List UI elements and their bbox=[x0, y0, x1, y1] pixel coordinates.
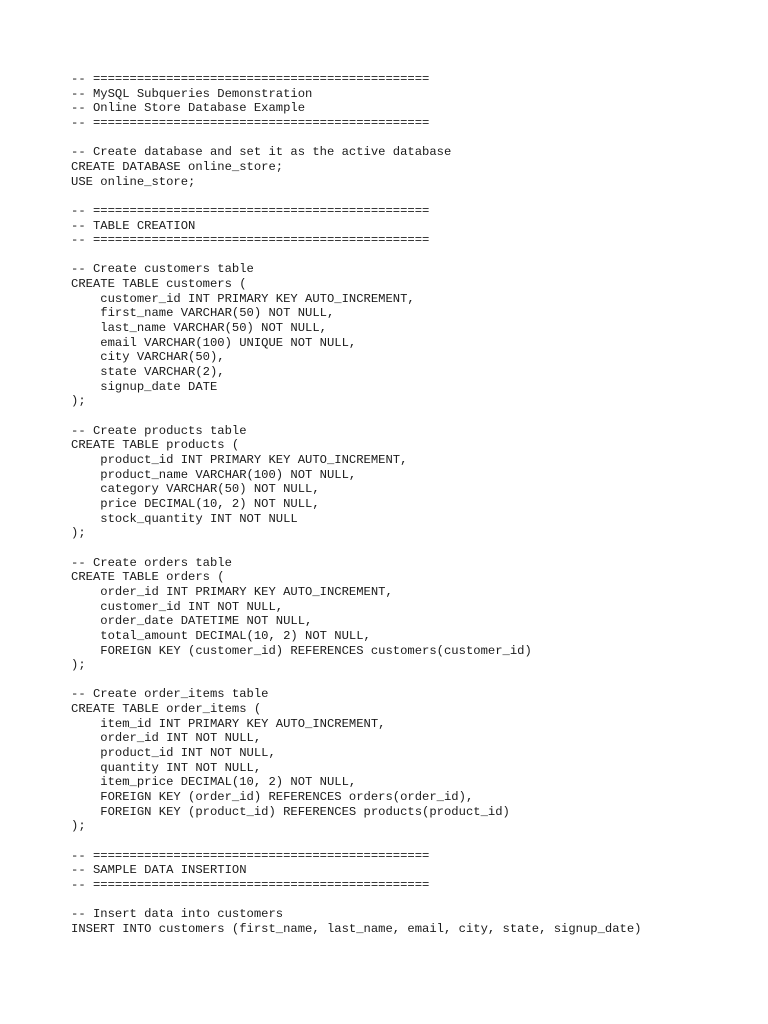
code-line: quantity INT NOT NULL, bbox=[71, 760, 262, 775]
code-line bbox=[71, 248, 641, 263]
code-line: CREATE TABLE order_items ( bbox=[71, 702, 262, 717]
code-line: customer_id INT NOT NULL, bbox=[71, 599, 284, 614]
code-line: ); bbox=[71, 526, 86, 541]
code-line: CREATE TABLE customers ( bbox=[71, 277, 247, 292]
code-line: order_date DATETIME NOT NULL, bbox=[71, 614, 313, 629]
code-line: city VARCHAR(50), bbox=[71, 350, 225, 365]
code-line: order_id INT NOT NULL, bbox=[71, 731, 262, 746]
code-line bbox=[71, 131, 641, 146]
code-line: ); bbox=[71, 394, 86, 409]
code-line: -- SAMPLE DATA INSERTION bbox=[71, 863, 247, 878]
code-line: -- ============================================== bbox=[71, 115, 430, 130]
code-line: -- Insert data into customers bbox=[71, 907, 284, 922]
code-line bbox=[71, 541, 641, 556]
code-line: FOREIGN KEY (order_id) REFERENCES orders(order_id), bbox=[71, 790, 474, 805]
sql-code-block bbox=[71, 72, 641, 937]
code-line bbox=[71, 893, 641, 908]
code-line: price DECIMAL(10, 2) NOT NULL, bbox=[71, 496, 320, 511]
code-line: ); bbox=[71, 819, 86, 834]
code-line: USE online_store; bbox=[71, 174, 196, 189]
code-line: order_id INT PRIMARY KEY AUTO_INCREMENT, bbox=[71, 584, 393, 599]
code-line: -- ============================================== bbox=[71, 203, 430, 218]
code-line: product_name VARCHAR(100) NOT NULL, bbox=[71, 467, 357, 482]
code-line: first_name VARCHAR(50) NOT NULL, bbox=[71, 306, 335, 321]
code-line: category VARCHAR(50) NOT NULL, bbox=[71, 482, 320, 497]
code-line bbox=[71, 189, 641, 204]
code-line: customer_id INT PRIMARY KEY AUTO_INCREMENT, bbox=[71, 291, 415, 306]
code-line: -- Online Store Database Example bbox=[71, 101, 306, 116]
code-line bbox=[71, 673, 641, 688]
code-line: CREATE TABLE products ( bbox=[71, 438, 240, 453]
code-line: state VARCHAR(2), bbox=[71, 365, 225, 380]
code-line: signup_date DATE bbox=[71, 379, 218, 394]
code-line: item_price DECIMAL(10, 2) NOT NULL, bbox=[71, 775, 357, 790]
code-line: item_id INT PRIMARY KEY AUTO_INCREMENT, bbox=[71, 716, 386, 731]
code-line: -- TABLE CREATION bbox=[71, 218, 196, 233]
code-line: -- Create order_items table bbox=[71, 687, 269, 702]
code-line: -- ============================================== bbox=[71, 877, 430, 892]
code-line: INSERT INTO customers (first_name, last_name, email, city, state, signup_date) bbox=[71, 921, 642, 936]
code-line: FOREIGN KEY (product_id) REFERENCES products(product_id) bbox=[71, 804, 510, 819]
code-line: product_id INT NOT NULL, bbox=[71, 746, 276, 761]
code-line bbox=[71, 409, 641, 424]
code-line: ); bbox=[71, 658, 86, 673]
code-line: -- Create products table bbox=[71, 423, 247, 438]
code-line: last_name VARCHAR(50) NOT NULL, bbox=[71, 321, 327, 336]
code-line: FOREIGN KEY (customer_id) REFERENCES customers(customer_id) bbox=[71, 643, 532, 658]
code-line: email VARCHAR(100) UNIQUE NOT NULL, bbox=[71, 335, 357, 350]
code-line: -- ============================================== bbox=[71, 848, 430, 863]
code-line: total_amount DECIMAL(10, 2) NOT NULL, bbox=[71, 628, 371, 643]
code-line: -- Create customers table bbox=[71, 262, 254, 277]
code-line: -- Create database and set it as the active database bbox=[71, 145, 452, 160]
code-line: -- ============================================== bbox=[71, 72, 430, 86]
code-line bbox=[71, 834, 641, 849]
code-line: stock_quantity INT NOT NULL bbox=[71, 511, 298, 526]
code-line: CREATE DATABASE online_store; bbox=[71, 159, 284, 174]
code-line: -- Create orders table bbox=[71, 555, 232, 570]
code-line: product_id INT PRIMARY KEY AUTO_INCREMENT, bbox=[71, 453, 408, 467]
code-line: -- ============================================== bbox=[71, 233, 430, 248]
code-line: -- MySQL Subqueries Demonstration bbox=[71, 86, 313, 101]
code-line: CREATE TABLE orders ( bbox=[71, 570, 225, 585]
